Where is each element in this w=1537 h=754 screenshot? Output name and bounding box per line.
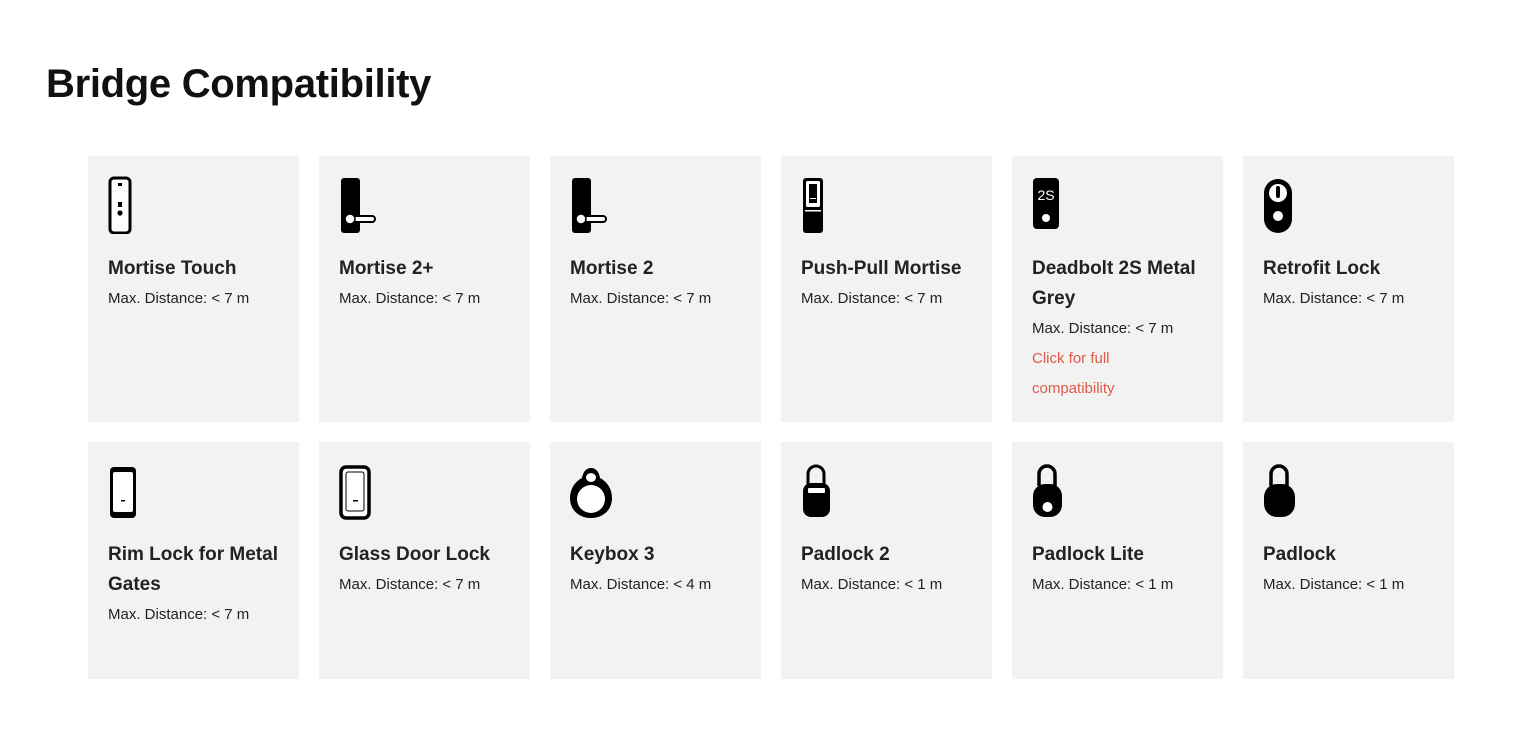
lock-name: Mortise 2	[570, 258, 654, 279]
lock-card-deadbolt-2s-metal-grey[interactable]	[1012, 156, 1223, 422]
lock-card-mortise-touch[interactable]	[88, 156, 299, 422]
lock-name: Glass Door Lock	[339, 544, 490, 565]
lock-name: Retrofit Lock	[1263, 258, 1381, 279]
max-distance: Max. Distance: < 1 m	[1263, 576, 1405, 593]
lock-name: Mortise 2+	[339, 258, 434, 279]
lock-card-padlock-2[interactable]	[781, 442, 992, 679]
lock-name: Padlock Lite	[1032, 544, 1144, 565]
lock-name: Push-Pull Mortise	[801, 258, 962, 279]
lock-card-push-pull-mortise[interactable]	[781, 156, 992, 422]
padlock-lite-icon	[1032, 462, 1088, 520]
padlock-icon	[1263, 462, 1319, 520]
mortise-handle-icon	[339, 176, 395, 234]
lock-card-keybox-3[interactable]	[550, 442, 761, 679]
lock-name: Deadbolt 2S Metal Grey	[1032, 258, 1196, 309]
lock-name: Rim Lock for Metal Gates	[108, 544, 278, 595]
lock-card-padlock-lite[interactable]	[1012, 442, 1223, 679]
max-distance: Max. Distance: < 7 m	[1032, 320, 1174, 337]
glass-door-lock-icon	[339, 462, 395, 520]
deadbolt-2s-icon	[1032, 176, 1088, 234]
lock-name: Padlock	[1263, 544, 1336, 565]
padlock-2-icon	[801, 462, 857, 520]
max-distance: Max. Distance: < 4 m	[570, 576, 712, 593]
page-title: Bridge Compatibility	[46, 62, 432, 106]
max-distance: Max. Distance: < 7 m	[570, 290, 712, 307]
max-distance: Max. Distance: < 1 m	[801, 576, 943, 593]
rim-lock-icon	[108, 462, 164, 520]
lock-card-mortise-2[interactable]	[550, 156, 761, 422]
max-distance: Max. Distance: < 7 m	[339, 576, 481, 593]
lock-name: Mortise Touch	[108, 258, 237, 279]
max-distance: Max. Distance: < 7 m	[339, 290, 481, 307]
push-pull-icon	[801, 176, 857, 234]
retrofit-lock-icon	[1263, 176, 1319, 234]
lock-name: Keybox 3	[570, 544, 655, 565]
lock-card-retrofit-lock[interactable]	[1243, 156, 1454, 422]
lock-card-padlock[interactable]	[1243, 442, 1454, 679]
max-distance: Max. Distance: < 7 m	[801, 290, 943, 307]
lock-name: Padlock 2	[801, 544, 890, 565]
max-distance: Max. Distance: < 7 m	[1263, 290, 1405, 307]
max-distance: Max. Distance: < 7 m	[108, 290, 250, 307]
mortise-handle-icon	[570, 176, 626, 234]
lock-grid	[88, 156, 1456, 679]
deadbolt-icon-text: 2S	[1037, 187, 1055, 203]
max-distance: Max. Distance: < 1 m	[1032, 576, 1174, 593]
lock-card-glass-door-lock[interactable]	[319, 442, 530, 679]
max-distance: Max. Distance: < 7 m	[108, 606, 250, 623]
full-compatibility-link[interactable]: Click for full compatibility	[1032, 350, 1115, 397]
lock-card-mortise-2-plus[interactable]	[319, 156, 530, 422]
mortise-touch-icon	[108, 176, 164, 234]
keybox-icon	[570, 462, 626, 520]
lock-card-rim-lock-metal-gates[interactable]	[88, 442, 299, 679]
